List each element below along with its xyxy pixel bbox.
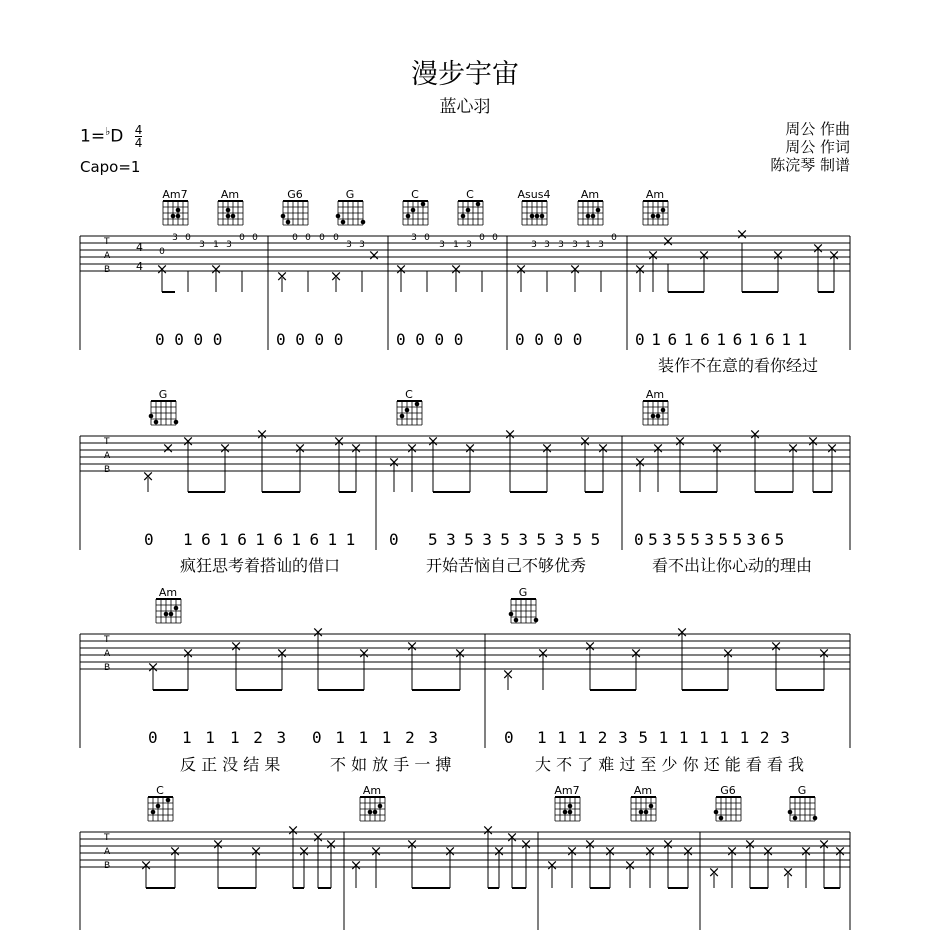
chord-name: Am xyxy=(645,188,665,201)
finger-dot xyxy=(156,804,161,809)
tab-letter-t: T xyxy=(104,635,110,645)
finger-dot xyxy=(535,214,540,219)
finger-dot xyxy=(596,208,601,213)
finger-dot xyxy=(174,420,179,425)
strum-x: × xyxy=(211,835,225,853)
tab-letter-b: B xyxy=(104,663,111,673)
strum-x: × xyxy=(545,856,559,874)
fret-number: 3 xyxy=(466,240,472,250)
strum-x: × xyxy=(661,835,675,853)
chord-diagram xyxy=(281,201,308,225)
strum-x: × xyxy=(833,842,847,860)
lyric-line: 装作不在意的看你经过 xyxy=(658,356,819,375)
tab-letter-a: A xyxy=(104,251,111,261)
chord-diagram xyxy=(397,401,422,425)
finger-dot xyxy=(411,208,416,213)
strum-x: × xyxy=(357,644,371,662)
strum-x: × xyxy=(311,828,325,846)
chord-diagram xyxy=(509,599,539,623)
notation-measure: 0 0 0 0 xyxy=(396,330,464,349)
strum-x: × xyxy=(168,842,182,860)
finger-dot xyxy=(656,214,661,219)
chord-name: C xyxy=(466,188,474,201)
finger-dot xyxy=(164,612,169,617)
chord-diagram xyxy=(788,797,818,821)
flat-sign: ♭ xyxy=(105,124,111,138)
strum-x: × xyxy=(799,842,813,860)
chord-diagram xyxy=(148,797,173,821)
tab-letter-b: B xyxy=(104,861,111,871)
strum-x: × xyxy=(329,267,343,285)
strum-x: × xyxy=(675,623,689,641)
strum-x: × xyxy=(453,644,467,662)
fret-number: 3 xyxy=(439,240,445,250)
chord-diagram xyxy=(403,201,428,225)
notation-measure: 0 1 1 1 2 3 xyxy=(312,728,440,747)
chord-name: G xyxy=(797,784,807,797)
strum-x: × xyxy=(646,246,660,264)
chord-name: Am7 xyxy=(162,188,188,201)
notation-measure: 1 6 1 6 1 6 1 6 1 1 xyxy=(183,530,355,549)
notation-measure: 0 xyxy=(389,530,399,549)
finger-dot xyxy=(400,414,405,419)
finger-dot xyxy=(378,804,383,809)
fret-number: 3 xyxy=(346,240,352,250)
finger-dot xyxy=(793,816,798,821)
fret-number: 3 xyxy=(531,240,537,250)
finger-dot xyxy=(151,810,156,815)
notation-measure: 1 2 3 xyxy=(230,728,289,747)
strum-x: × xyxy=(141,467,155,485)
finger-dot xyxy=(406,214,411,219)
strum-x: × xyxy=(155,260,169,278)
notation-measure: 0 0 0 0 xyxy=(515,330,583,349)
fret-number: 0 xyxy=(319,233,325,243)
finger-dot xyxy=(336,214,341,219)
strum-x: × xyxy=(673,432,687,450)
strum-x: × xyxy=(811,239,825,257)
chord-diagram xyxy=(631,797,656,821)
tab-letter-t: T xyxy=(104,437,110,447)
chord-diagram xyxy=(336,201,366,225)
chord-diagram xyxy=(149,401,179,425)
finger-dot xyxy=(563,810,568,815)
finger-dot xyxy=(568,804,573,809)
chord-diagram xyxy=(643,201,668,225)
notation-measure: 0 5 3 5 5 3 5 5 3 6 5 xyxy=(634,530,782,549)
chord-diagram xyxy=(522,201,547,225)
strum-x: × xyxy=(761,842,775,860)
notation-measure: 0 xyxy=(148,728,158,747)
lyric-line: 不 如 放 手 一 搏 xyxy=(330,755,452,774)
strum-x: × xyxy=(229,637,243,655)
notation-measure: 0 xyxy=(144,530,154,549)
lyric-line: 开始苦恼自己不够优秀 xyxy=(426,556,587,575)
finger-dot xyxy=(405,408,410,413)
chord-diagram xyxy=(360,797,385,821)
strum-x: × xyxy=(743,835,757,853)
fret-number: 0 xyxy=(305,233,311,243)
tab-letter-t: T xyxy=(104,833,110,843)
strum-x: × xyxy=(369,842,383,860)
strum-x: × xyxy=(578,432,592,450)
finger-dot xyxy=(368,810,373,815)
strum-x: × xyxy=(817,835,831,853)
chord-name: G xyxy=(158,388,168,401)
chord-diagram xyxy=(578,201,603,225)
strum-x: × xyxy=(181,644,195,662)
fret-number: 1 xyxy=(585,240,591,250)
chord-name: Am xyxy=(633,784,653,797)
strum-x: × xyxy=(519,835,533,853)
strum-x: × xyxy=(583,637,597,655)
finger-dot xyxy=(509,612,514,617)
chord-name: G xyxy=(345,188,355,201)
chord-name: Asus4 xyxy=(517,188,551,201)
strum-x: × xyxy=(161,439,175,457)
strum-x: × xyxy=(249,842,263,860)
strum-x: × xyxy=(501,665,515,683)
strum-x: × xyxy=(735,225,749,243)
strum-x: × xyxy=(568,260,582,278)
strum-x: × xyxy=(405,439,419,457)
finger-dot xyxy=(286,220,291,225)
strum-x: × xyxy=(651,439,665,457)
strum-x: × xyxy=(367,246,381,264)
credit-composer: 周公 作曲 xyxy=(785,120,850,138)
strum-x: × xyxy=(629,644,643,662)
finger-dot xyxy=(586,214,591,219)
finger-dot xyxy=(661,408,666,413)
strum-x: × xyxy=(492,842,506,860)
strum-x: × xyxy=(349,856,363,874)
finger-dot xyxy=(341,220,346,225)
lyric-line: 看不出让你心动的理由 xyxy=(652,556,813,575)
tab-letter-a: A xyxy=(104,847,111,857)
strum-x: × xyxy=(463,439,477,457)
finger-dot xyxy=(171,214,176,219)
strum-x: × xyxy=(505,828,519,846)
fret-number: 3 xyxy=(572,240,578,250)
fret-number: 0 xyxy=(159,247,165,257)
finger-dot xyxy=(719,816,724,821)
finger-dot xyxy=(466,208,471,213)
finger-dot xyxy=(656,414,661,419)
fret-number: 3 xyxy=(359,240,365,250)
strum-x: × xyxy=(725,842,739,860)
lyric-line: 大 不 了 难 过 至 少 你 还 能 看 看 我 xyxy=(535,755,805,774)
strum-x: × xyxy=(565,842,579,860)
strum-x: × xyxy=(825,439,839,457)
time-sig-top: 4 xyxy=(136,241,143,254)
strum-x: × xyxy=(623,856,637,874)
capo-info: Capo=1 xyxy=(80,158,141,176)
notation-measure: 0 xyxy=(504,728,514,747)
strum-x: × xyxy=(781,863,795,881)
tab-letter-b: B xyxy=(104,465,111,475)
finger-dot xyxy=(461,214,466,219)
strum-x: × xyxy=(697,246,711,264)
fret-number: 3 xyxy=(172,233,178,243)
strum-x: × xyxy=(293,439,307,457)
strum-x: × xyxy=(536,644,550,662)
fret-number: 0 xyxy=(492,233,498,243)
finger-dot xyxy=(226,208,231,213)
strum-x: × xyxy=(643,842,657,860)
strum-x: × xyxy=(218,439,232,457)
strum-x: × xyxy=(449,260,463,278)
notation-measure: 1 1 xyxy=(182,728,217,747)
finger-dot xyxy=(514,618,519,623)
finger-dot xyxy=(661,208,666,213)
chord-diagram xyxy=(458,201,483,225)
chord-diagram xyxy=(643,401,668,425)
strum-x: × xyxy=(387,453,401,471)
tab-letter-a: A xyxy=(104,649,111,659)
finger-dot xyxy=(174,606,179,611)
artist-name: 蓝心羽 xyxy=(439,97,491,117)
fret-number: 0 xyxy=(252,233,258,243)
fret-number: 0 xyxy=(292,233,298,243)
chord-diagram xyxy=(163,201,188,225)
finger-dot xyxy=(639,810,644,815)
finger-dot xyxy=(591,214,596,219)
chord-diagram xyxy=(555,797,580,821)
fret-number: 0 xyxy=(333,233,339,243)
strum-x: × xyxy=(349,439,363,457)
strum-x: × xyxy=(481,821,495,839)
chord-name: Am xyxy=(645,388,665,401)
time-sig-bottom: 4 xyxy=(136,260,143,273)
strum-x: × xyxy=(748,425,762,443)
time-bottom: 4 xyxy=(134,136,143,150)
chord-name: Am7 xyxy=(554,784,580,797)
strum-x: × xyxy=(297,842,311,860)
finger-dot xyxy=(166,798,171,803)
strum-x: × xyxy=(394,260,408,278)
strum-x: × xyxy=(786,439,800,457)
finger-dot xyxy=(649,804,654,809)
finger-dot xyxy=(534,618,539,623)
strum-x: × xyxy=(146,658,160,676)
fret-number: 3 xyxy=(598,240,604,250)
lyric-line: 反 正 没 结 果 xyxy=(180,755,281,774)
fret-number: 1 xyxy=(453,240,459,250)
notation-measure: 0 0 0 0 xyxy=(276,330,344,349)
strum-x: × xyxy=(443,842,457,860)
finger-dot xyxy=(568,810,573,815)
lyric-line: 疯狂思考着搭讪的借口 xyxy=(180,556,341,575)
strum-x: × xyxy=(275,644,289,662)
strum-x: × xyxy=(710,439,724,457)
finger-dot xyxy=(361,220,366,225)
strum-x: × xyxy=(681,842,695,860)
strum-x: × xyxy=(661,232,675,250)
finger-dot xyxy=(373,810,378,815)
time-top: 4 xyxy=(134,123,143,137)
strum-x: × xyxy=(771,246,785,264)
finger-dot xyxy=(651,214,656,219)
notation-measure: 0 0 0 0 xyxy=(155,330,223,349)
strum-x: × xyxy=(721,644,735,662)
notation-measure: 1 1 1 2 3 5 1 1 1 1 1 2 3 xyxy=(537,728,791,747)
finger-dot xyxy=(176,214,181,219)
fret-number: 3 xyxy=(544,240,550,250)
chord-diagram xyxy=(714,797,741,821)
notation-measure: 0 1 6 1 6 1 6 1 6 1 1 xyxy=(635,330,806,349)
chord-name: Am xyxy=(580,188,600,201)
strum-x: × xyxy=(332,432,346,450)
chord-diagram xyxy=(218,201,243,225)
strum-x: × xyxy=(181,432,195,450)
finger-dot xyxy=(149,414,154,419)
fret-number: 0 xyxy=(611,233,617,243)
finger-dot xyxy=(788,810,793,815)
strum-x: × xyxy=(633,453,647,471)
strum-x: × xyxy=(769,637,783,655)
fret-number: 3 xyxy=(199,240,205,250)
strum-x: × xyxy=(405,637,419,655)
finger-dot xyxy=(644,810,649,815)
finger-dot xyxy=(421,202,426,207)
strum-x: × xyxy=(209,260,223,278)
chord-name: Am xyxy=(158,586,178,599)
chord-name: C xyxy=(156,784,164,797)
fret-number: 3 xyxy=(411,233,417,243)
fret-number: 0 xyxy=(185,233,191,243)
credit-lyricist: 周公 作词 xyxy=(785,138,850,156)
chord-diagram xyxy=(156,599,181,623)
strum-x: × xyxy=(255,425,269,443)
chord-name: G6 xyxy=(720,784,736,797)
chord-name: G xyxy=(518,586,528,599)
strum-x: × xyxy=(603,842,617,860)
chord-name: Am xyxy=(220,188,240,201)
finger-dot xyxy=(231,214,236,219)
strum-x: × xyxy=(540,439,554,457)
chord-name: C xyxy=(411,188,419,201)
finger-dot xyxy=(226,214,231,219)
strum-x: × xyxy=(324,835,338,853)
tab-letter-b: B xyxy=(104,265,111,275)
fret-number: 1 xyxy=(213,240,219,250)
finger-dot xyxy=(176,208,181,213)
finger-dot xyxy=(540,214,545,219)
tab-letter-t: T xyxy=(104,237,110,247)
strum-x: × xyxy=(311,623,325,641)
chord-name: C xyxy=(405,388,413,401)
strum-x: × xyxy=(633,260,647,278)
fret-number: 0 xyxy=(424,233,430,243)
key-note: D xyxy=(110,126,124,147)
chord-name: G6 xyxy=(287,188,303,201)
strum-x: × xyxy=(139,856,153,874)
chord-name: Am xyxy=(362,784,382,797)
strum-x: × xyxy=(514,260,528,278)
finger-dot xyxy=(714,810,719,815)
finger-dot xyxy=(154,420,159,425)
finger-dot xyxy=(169,612,174,617)
song-title: 漫步宇宙 xyxy=(411,59,519,90)
strum-x: × xyxy=(707,863,721,881)
finger-dot xyxy=(476,202,481,207)
fret-number: 0 xyxy=(479,233,485,243)
fret-number: 0 xyxy=(239,233,245,243)
strum-x: × xyxy=(503,425,517,443)
strum-x: × xyxy=(286,821,300,839)
strum-x: × xyxy=(583,835,597,853)
credit-transcriber: 陈浣琴 制谱 xyxy=(770,156,850,174)
fret-number: 3 xyxy=(558,240,564,250)
strum-x: × xyxy=(426,432,440,450)
tab-letter-a: A xyxy=(104,451,111,461)
strum-x: × xyxy=(596,439,610,457)
finger-dot xyxy=(530,214,535,219)
strum-x: × xyxy=(806,432,820,450)
finger-dot xyxy=(415,402,420,407)
finger-dot xyxy=(813,816,818,821)
finger-dot xyxy=(281,214,286,219)
key-prefix: 1= xyxy=(80,126,106,147)
notation-measure: 5 3 5 3 5 3 5 3 5 5 xyxy=(428,530,600,549)
strum-x: × xyxy=(827,246,841,264)
strum-x: × xyxy=(405,835,419,853)
fret-number: 3 xyxy=(226,240,232,250)
strum-x: × xyxy=(275,267,289,285)
finger-dot xyxy=(651,414,656,419)
strum-x: × xyxy=(817,644,831,662)
